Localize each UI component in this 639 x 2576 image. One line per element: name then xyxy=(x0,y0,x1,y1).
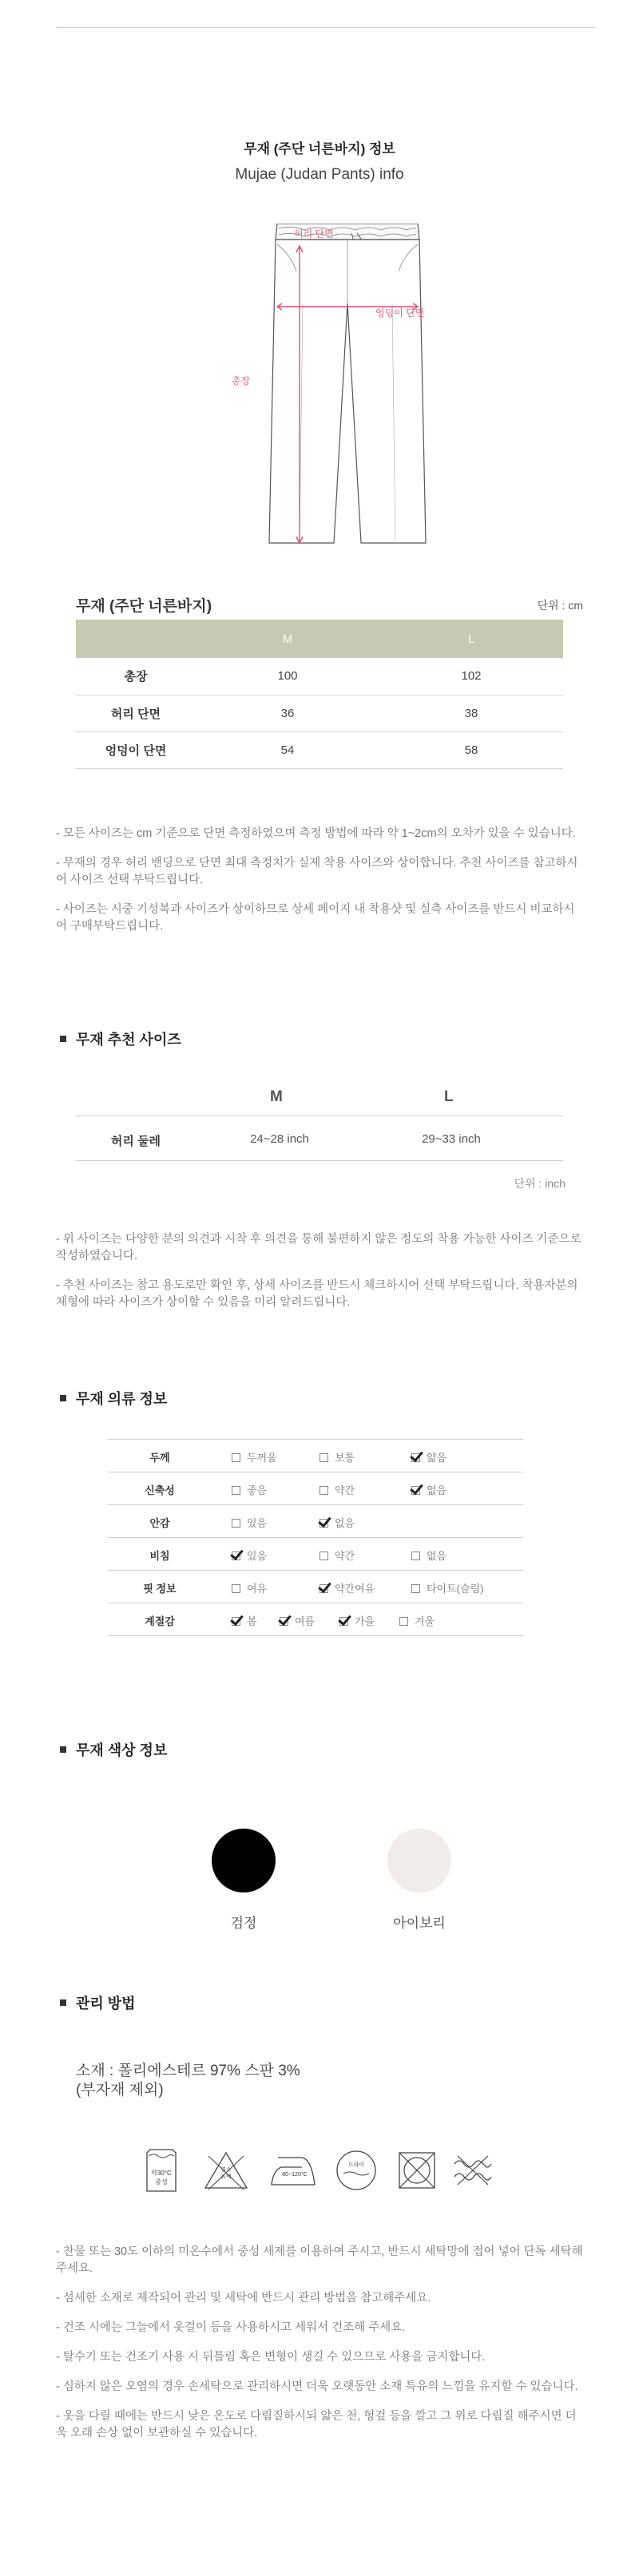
fabric-option xyxy=(411,1580,483,1595)
size-col-header: M xyxy=(196,620,379,658)
option-label: 타이트(슬림) xyxy=(427,1583,484,1595)
size-value: 102 xyxy=(379,658,563,695)
material-sub: (부자재 제외) xyxy=(76,2082,164,2098)
checkbox-unchecked xyxy=(320,1486,328,1495)
rec-divider xyxy=(76,1160,563,1161)
note-item: - 위 사이즈는 다양한 분의 의견과 시착 후 의견을 통해 불편하지 않은 정도의 착용 가능한 사이즈 기준으로 작성하였습니다. xyxy=(56,1233,581,1262)
fabric-row xyxy=(108,1603,523,1636)
color-section-title xyxy=(60,1739,167,1760)
size-value: 36 xyxy=(196,695,379,731)
size-value: 54 xyxy=(196,731,379,768)
fabric-option xyxy=(411,1482,447,1497)
fabric-label: 계절감 xyxy=(145,1615,175,1627)
fabric-option xyxy=(411,1548,447,1563)
rec-col-header: M xyxy=(270,1088,283,1105)
option-label: 없음 xyxy=(427,1550,447,1562)
iron-icon xyxy=(270,2154,316,2188)
color-swatch-ivory xyxy=(387,1829,451,1892)
fabric-label: 안감 xyxy=(149,1517,170,1529)
table-row xyxy=(76,695,563,731)
fabric-option xyxy=(232,1580,267,1595)
fabric-row xyxy=(108,1505,523,1538)
rec-unit: 단위 : inch xyxy=(514,1177,566,1190)
wash-sub: 중성 xyxy=(155,2178,168,2186)
recommended-section-title xyxy=(60,1028,181,1049)
care-title-text: 관리 방법 xyxy=(76,1995,136,2011)
checkbox-checked xyxy=(411,1453,420,1462)
fabric-row xyxy=(108,1472,523,1505)
color-swatch-black xyxy=(212,1829,276,1892)
note-item: - 찬물 또는 30도 이하의 미온수에서 중성 세제를 이용하여 주시고, 반드시 세탁망에 접어 넣어 단독 세탁해 주세요. xyxy=(56,2245,583,2275)
option-label: 보통 xyxy=(335,1452,355,1464)
fabric-option xyxy=(232,1482,267,1497)
option-label: 약간 xyxy=(335,1484,355,1496)
bleach-sub: 표백 xyxy=(220,2174,232,2180)
option-label: 약간여유 xyxy=(335,1583,375,1595)
option-label: 좋음 xyxy=(247,1484,268,1496)
recommended-notes xyxy=(56,1231,583,1324)
row-label: 엉덩이 단면 xyxy=(76,731,196,768)
bullet-square xyxy=(60,1395,66,1401)
color-name: 검정 xyxy=(230,1916,257,1931)
note-item: - 사이즈는 시중 기성복과 사이즈가 상이하므로 상세 페이지 내 착용샷 및 실측 사이즈를 반드시 비교하시어 구매부탁드립니다. xyxy=(56,903,575,933)
fabric-row xyxy=(108,1440,523,1472)
fabric-option xyxy=(399,1613,435,1628)
no-bleach-icon xyxy=(204,2151,248,2191)
fabric-option xyxy=(411,1449,447,1464)
hand-wash-icon xyxy=(144,2148,179,2193)
fabric-section-title xyxy=(60,1388,167,1409)
checkbox-checked xyxy=(232,1617,240,1626)
checkbox-unchecked xyxy=(232,1519,240,1528)
option-label: 두꺼움 xyxy=(247,1452,277,1464)
row-label: 총장 xyxy=(76,658,196,695)
note-item: - 탈수기 또는 건조기 사용 시 뒤틀림 혹은 변형이 생길 수 있으므로 사용을 금지합니다. xyxy=(56,2351,486,2364)
size-table xyxy=(76,620,563,769)
fabric-label: 신축성 xyxy=(145,1484,175,1496)
fabric-option xyxy=(232,1548,267,1563)
care-material xyxy=(76,2062,300,2100)
option-label: 있음 xyxy=(247,1517,268,1529)
option-label: 있음 xyxy=(247,1550,268,1562)
color-title-text: 무재 색상 정보 xyxy=(76,1742,168,1758)
fabric-option xyxy=(320,1580,375,1595)
note-item: - 모든 사이즈는 cm 기준으로 단면 측정하였으며 측정 방법에 따라 약 1~2cm의 오차가 있을 수 있습니다. xyxy=(56,827,576,840)
fabric-option xyxy=(320,1449,355,1464)
pants-diagram xyxy=(268,224,427,559)
wash-temp: 약30°C xyxy=(151,2170,172,2177)
bullet-square xyxy=(60,1746,66,1753)
waist-label: 허리 단면 xyxy=(294,228,334,240)
fabric-label: 핏 정보 xyxy=(143,1583,177,1595)
no-wring-icon xyxy=(451,2153,494,2188)
info-title-ko: 무재 (주단 너른바지) 정보 xyxy=(244,141,395,157)
bullet-square xyxy=(60,1036,66,1042)
fabric-option xyxy=(339,1613,375,1628)
fabric-option xyxy=(320,1548,355,1563)
fabric-option xyxy=(320,1482,355,1497)
checkbox-checked xyxy=(280,1617,288,1626)
table-row xyxy=(76,731,563,768)
rec-col-header: L xyxy=(444,1088,454,1105)
size-notes xyxy=(56,826,583,948)
material-text: 소재 : 폴리에스테르 97% 스판 3% xyxy=(76,2063,300,2079)
size-table-header xyxy=(76,620,563,658)
option-label: 겨울 xyxy=(415,1615,435,1627)
option-label: 여름 xyxy=(295,1615,316,1627)
top-divider xyxy=(56,27,596,28)
color-name: 아이보리 xyxy=(393,1916,446,1931)
size-value: 38 xyxy=(379,695,563,731)
rec-value: 24~28 inch xyxy=(250,1132,309,1146)
option-label: 여유 xyxy=(247,1583,268,1595)
note-item: - 건조 시에는 그늘에서 옷걸이 등을 사용하시고 세워서 건조해 주세요. xyxy=(56,2321,406,2334)
checkbox-checked xyxy=(411,1486,420,1495)
row-label: 허리 단면 xyxy=(76,695,196,731)
fabric-option xyxy=(280,1613,315,1628)
length-label: 총장 xyxy=(232,375,251,386)
rec-row-label: 허리 둘레 xyxy=(110,1135,161,1148)
rec-value: 29~33 inch xyxy=(422,1132,481,1146)
option-label: 봄 xyxy=(247,1615,257,1627)
size-value: 100 xyxy=(196,658,379,695)
iron-temp: 80~120°C xyxy=(282,2172,308,2178)
hip-label: 엉덩이 단면 xyxy=(375,307,425,319)
note-item: - 심하지 않은 오염의 경우 손세탁으로 관리하시면 더욱 오랫동안 소재 특유의 느낌을 유지할 수 있습니다. xyxy=(56,2380,578,2393)
note-item: - 추천 사이즈는 참고 용도로만 확인 후, 상세 사이즈를 반드시 체크하시어 선택 부탁드립니다. 착용자분의 체형에 따라 사이즈가 상이할 수 있음을 미리 알려드립니다. xyxy=(56,1279,578,1309)
care-icons xyxy=(144,2148,495,2196)
size-table-corner xyxy=(76,620,196,658)
option-label: 없음 xyxy=(427,1484,447,1496)
checkbox-unchecked xyxy=(320,1552,328,1560)
care-section-title xyxy=(60,1992,136,2013)
checkbox-checked xyxy=(232,1552,240,1560)
bullet-square xyxy=(60,1999,66,2006)
checkbox-unchecked xyxy=(320,1453,328,1462)
option-label: 얇음 xyxy=(427,1452,447,1464)
checkbox-checked xyxy=(339,1617,348,1626)
note-item: - 무재의 경우 허리 밴딩으로 단면 최대 측정치가 실제 착용 사이즈와 상이합니다. 추천 사이즈를 참고하시어 사이즈 선택 부탁드립니다. xyxy=(56,857,578,886)
option-label: 약간 xyxy=(335,1550,355,1562)
fabric-title-text: 무재 의류 정보 xyxy=(76,1391,168,1407)
checkbox-checked xyxy=(320,1519,328,1528)
note-item: - 섬세한 소재로 제작되어 관리 및 세탁에 반드시 관리 방법을 참고해주세요. xyxy=(56,2292,431,2305)
checkbox-unchecked xyxy=(411,1552,420,1560)
bleach-label: 염소 xyxy=(220,2167,232,2173)
checkbox-unchecked xyxy=(411,1584,420,1593)
option-label: 없음 xyxy=(335,1517,355,1529)
option-label: 가을 xyxy=(355,1615,375,1627)
fabric-row xyxy=(108,1571,523,1603)
fabric-option xyxy=(232,1449,277,1464)
table-row xyxy=(76,658,563,695)
no-tumble-dry-icon xyxy=(398,2151,436,2190)
fabric-option xyxy=(320,1515,355,1530)
size-table-title: 무재 (주단 너른바지) xyxy=(76,598,212,615)
fabric-option xyxy=(232,1515,267,1530)
checkbox-unchecked xyxy=(232,1486,240,1495)
info-title-en: Mujae (Judan Pants) info xyxy=(235,166,404,183)
size-unit: 단위 : cm xyxy=(537,599,583,612)
checkbox-unchecked xyxy=(399,1617,408,1626)
size-col-header: L xyxy=(379,620,563,658)
fabric-label: 두께 xyxy=(149,1452,170,1464)
checkbox-unchecked xyxy=(232,1453,240,1462)
fabric-row xyxy=(108,1538,523,1571)
checkbox-unchecked xyxy=(232,1584,240,1593)
care-notes xyxy=(56,2244,583,2455)
fabric-option xyxy=(232,1613,257,1628)
checkbox-checked xyxy=(320,1584,328,1593)
recommended-title-text: 무재 추천 사이즈 xyxy=(76,1032,181,1048)
dryclean-label: 드라이 xyxy=(347,2162,365,2168)
note-item: - 옷을 다릴 때에는 반드시 낮은 온도로 다림질하시되 얇은 천, 헝겊 등을 깔고 그 위로 다림질 해주시면 더욱 오래 손상 없이 보관하실 수 있습니다. xyxy=(56,2410,577,2439)
dry-clean-icon xyxy=(335,2150,377,2191)
fabric-label: 비침 xyxy=(149,1550,170,1562)
size-value: 58 xyxy=(379,731,563,768)
